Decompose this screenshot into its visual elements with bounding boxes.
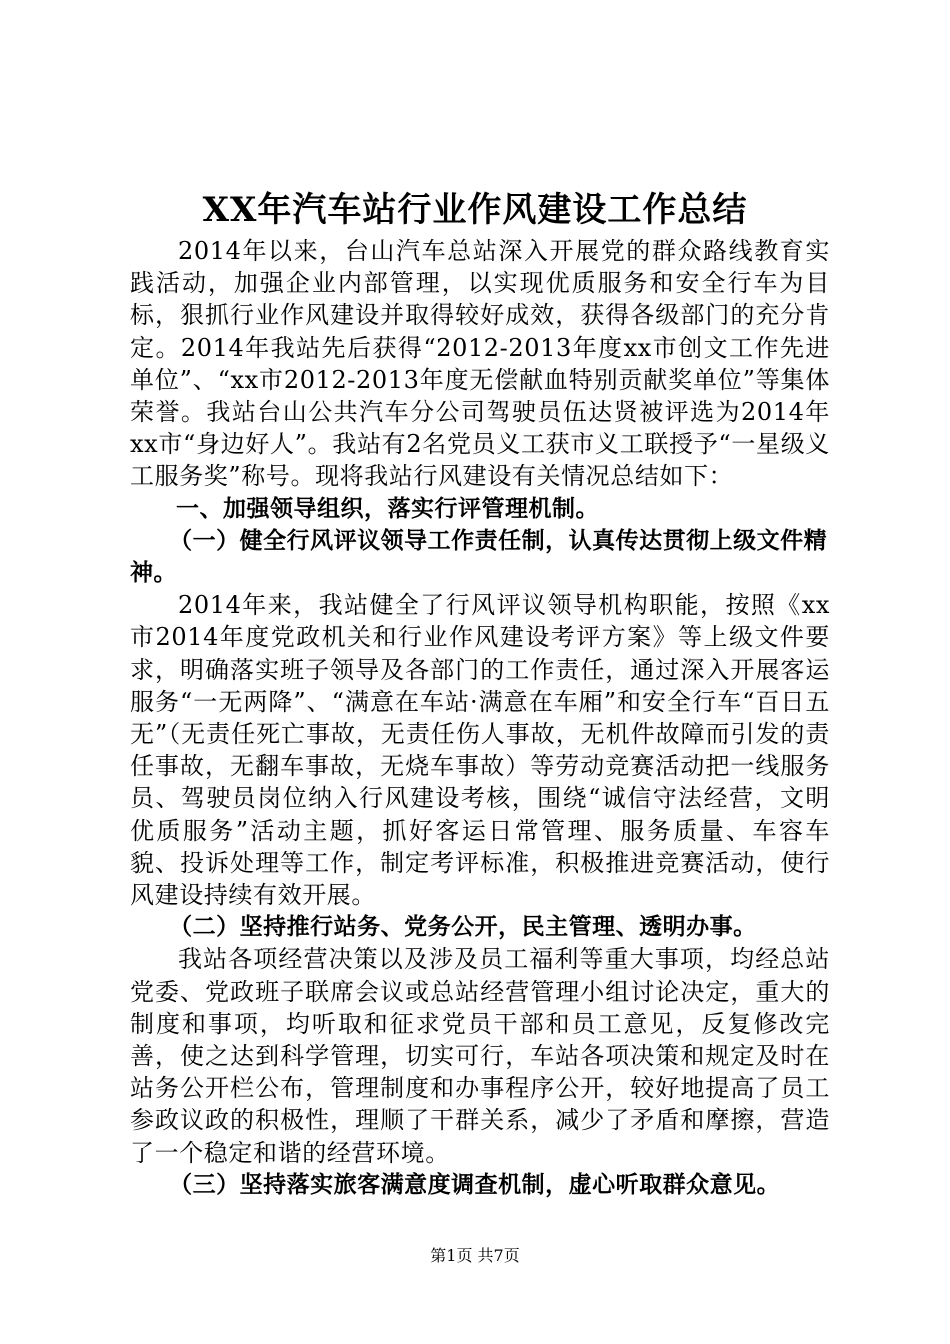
document-body bbox=[130, 235, 830, 1201]
paragraph-subsection-1: 2014年来，我站健全了行风评议领导机构职能，按照《xx市2014年度党政机关和行业作风建设考评方案》等上级文件要求，明确落实班子领导及各部门的工作责任，通过深入开展客运服务“一无两降”、“满意在车站·满意在车厢”和安全行车“百日五无”（无责任死亡事故，无责任伤人事故，无机件故障而引发的责任事故，无翻车事故，无烧车事故）等劳动竞赛活动把一线服务员、驾驶员岗位纳入行风建设考核，围绕“诚信守法经营，文明优质服务”活动主题，抓好客运日常管理、服务质量、车容车貌、投诉处理等工作，制定考评标准，积极推进竞赛活动，使行风建设持续有效开展。 bbox=[130, 591, 830, 910]
document-title: XX年汽车站行业作风建设工作总结 bbox=[202, 190, 748, 230]
page-footer: 第1页 共7页 bbox=[430, 1246, 520, 1265]
section-heading-1: 一、加强领导组织，落实行评管理机制。 bbox=[176, 495, 599, 522]
paragraph-subsection-2: 我站各项经营决策以及涉及员工福利等重大事项，均经总站党委、党政班子联席会议或总站经营管理小组讨论决定，重大的制度和事项，均听取和征求党员干部和员工意见，反复修改完善，使之达到科学管理，切实可行，车站各项决策和规定及时在站务公开栏公布，管理制度和办事程序公开，较好地提高了员工参政议政的积极性，理顺了干群关系，减少了矛盾和摩擦，营造了一个稳定和谐的经营环境。 bbox=[130, 945, 830, 1167]
paragraph-intro: 2014年以来，台山汽车总站深入开展党的群众路线教育实践活动，加强企业内部管理，以实现优质服务和安全行车为目标，狠抓行业作风建设并取得较好成效，获得各级部门的充分肯定。2014年我站先后获得“2012-2013年度xx市创文工作先进单位”、“xx市2012-2013年度无偿献血特别贡献奖单位”等集体荣誉。我站台山公共汽车分公司驾驶员伍达贤被评选为2014年xx市“身边好人”。我站有2名党员义工获市义工联授予“一星级义工服务奖”称号。现将我站行风建设有关情况总结如下： bbox=[130, 237, 830, 491]
subsection-heading-2: （二）坚持推行站务、党务公开，民主管理、透明办事。 bbox=[169, 914, 757, 941]
subsection-heading-1: （一）健全行风评议领导工作责任制，认真传达贯彻上级文件精神。 bbox=[130, 527, 828, 587]
subsection-heading-3: （三）坚持落实旅客满意度调查机制，虚心听取群众意见。 bbox=[169, 1171, 781, 1198]
